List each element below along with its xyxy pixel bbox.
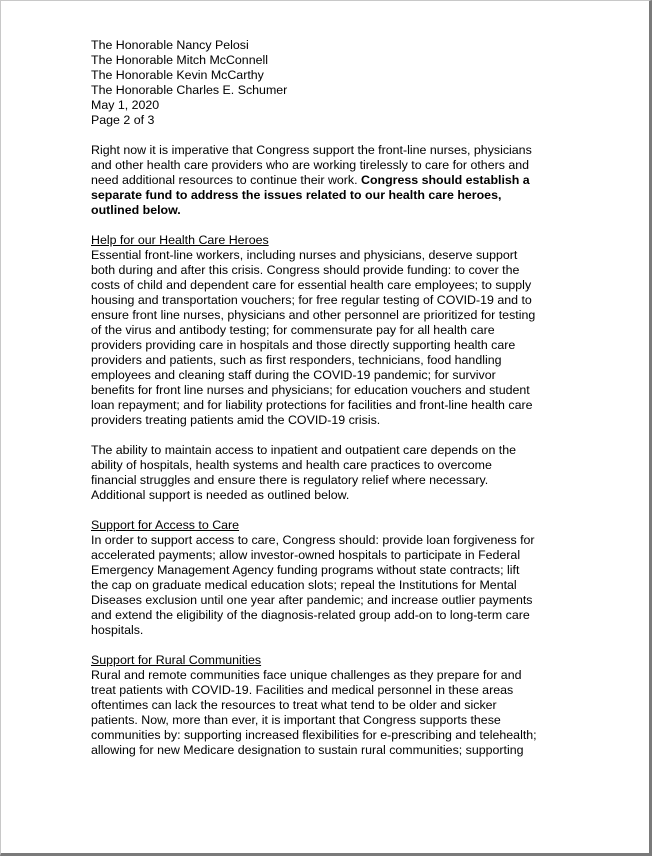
section-access: [91, 518, 569, 638]
section-heading: Support for Rural Communities: [91, 653, 262, 667]
text-line: costs of child and dependent care for essential health care employees; to supply: [91, 278, 532, 292]
bold-text-line: separate fund to address the issues related to our health care heroes,: [91, 188, 502, 202]
text-line: accelerated payments; allow investor-owned hospitals to participate in Federal: [91, 548, 521, 562]
paragraph-gap: [91, 428, 569, 443]
text-line: providers providing care in hospitals and those directly supporting health care: [91, 338, 516, 352]
text-line: benefits for front line nurses and physicians; for education vouchers and student: [91, 383, 530, 397]
text-line: patients. Now, more than ever, it is important that Congress supports these: [91, 713, 501, 727]
text-line: In order to support access to care, Congress should: provide loan forgiveness for: [91, 533, 535, 547]
section-heading: Support for Access to Care: [91, 518, 240, 532]
text-line: both during and after this crisis. Congress should provide funding: to cover the: [91, 263, 520, 277]
text-line: housing and transportation vouchers; for free regular testing of COVID-19 and to: [91, 293, 532, 307]
text-line: of the virus and antibody testing; for commensurate pay for all health care: [91, 323, 495, 337]
text-line: Emergency Management Agency funding programs without state contracts; lift: [91, 563, 520, 577]
text-line: ensure front line nurses, physicians and other personnel are prioritized for testing: [91, 308, 536, 322]
access-intro-paragraph: [91, 443, 569, 503]
text-line: ability of hospitals, health systems and health care practices to overcome: [91, 458, 492, 472]
letter-body: [91, 38, 569, 758]
section-rural: [91, 653, 569, 758]
text-line: oftentimes can lack the resources to treat what tend to be older and sicker: [91, 698, 497, 712]
recipient-line: The Honorable Nancy Pelosi: [91, 38, 249, 52]
text-line: providers treating patients amid the COVID-19 crisis.: [91, 413, 381, 427]
paragraph-gap: [91, 638, 569, 653]
text-line: communities by: supporting increased flexibilities for e-prescribing and telehealth;: [91, 728, 537, 742]
bold-text-line: outlined below.: [91, 203, 181, 217]
paragraph-gap: [91, 218, 569, 233]
text-line-mixed: [91, 173, 569, 188]
section-heroes: [91, 233, 569, 428]
text-line: employees and cleaning staff during the COVID-19 pandemic; for survivor: [91, 368, 496, 382]
text-line: providers and patients, such as first responders, technicians, food handling: [91, 353, 502, 367]
section-heading: Help for our Health Care Heroes: [91, 233, 269, 247]
text-line: financial struggles and ensure there is regulatory relief where necessary.: [91, 473, 489, 487]
text-segment: need additional resources to continue their work.: [91, 173, 361, 187]
recipient-line: The Honorable Charles E. Schumer: [91, 83, 288, 97]
text-line: treat patients with COVID-19. Facilities and medical personnel in these areas: [91, 683, 514, 697]
text-line: The ability to maintain access to inpatient and outpatient care depends on the: [91, 443, 517, 457]
text-line: Essential front-line workers, including nurses and physicians, deserve support: [91, 248, 518, 262]
text-line: loan repayment; and for liability protections for facilities and front-line health care: [91, 398, 533, 412]
intro-paragraph: [91, 143, 569, 218]
text-line: Right now it is imperative that Congress support the front-line nurses, physicians: [91, 143, 532, 157]
paragraph-gap: [91, 128, 569, 143]
recipient-line: The Honorable Kevin McCarthy: [91, 68, 264, 82]
text-line: Diseases exclusion until one year after pandemic; and increase outlier payments: [91, 593, 533, 607]
paragraph-gap: [91, 503, 569, 518]
text-line: allowing for new Medicare designation to sustain rural communities; supporting: [91, 743, 524, 757]
page-number: Page 2 of 3: [91, 113, 155, 127]
recipient-block: [91, 38, 569, 128]
text-line: the cap on graduate medical education slots; repeal the Institutions for Mental: [91, 578, 517, 592]
bold-segment: Congress should establish a: [361, 173, 530, 187]
text-line: Additional support is needed as outlined below.: [91, 488, 350, 502]
letter-date: May 1, 2020: [91, 98, 160, 112]
text-line: hospitals.: [91, 623, 144, 637]
text-line: and other health care providers who are working tirelessly to care for others and: [91, 158, 530, 172]
recipient-line: The Honorable Mitch McConnell: [91, 53, 268, 67]
text-line: Rural and remote communities face unique challenges as they prepare for and: [91, 668, 522, 682]
text-line: and extend the eligibility of the diagnosis-related group add-on to long-term care: [91, 608, 530, 622]
